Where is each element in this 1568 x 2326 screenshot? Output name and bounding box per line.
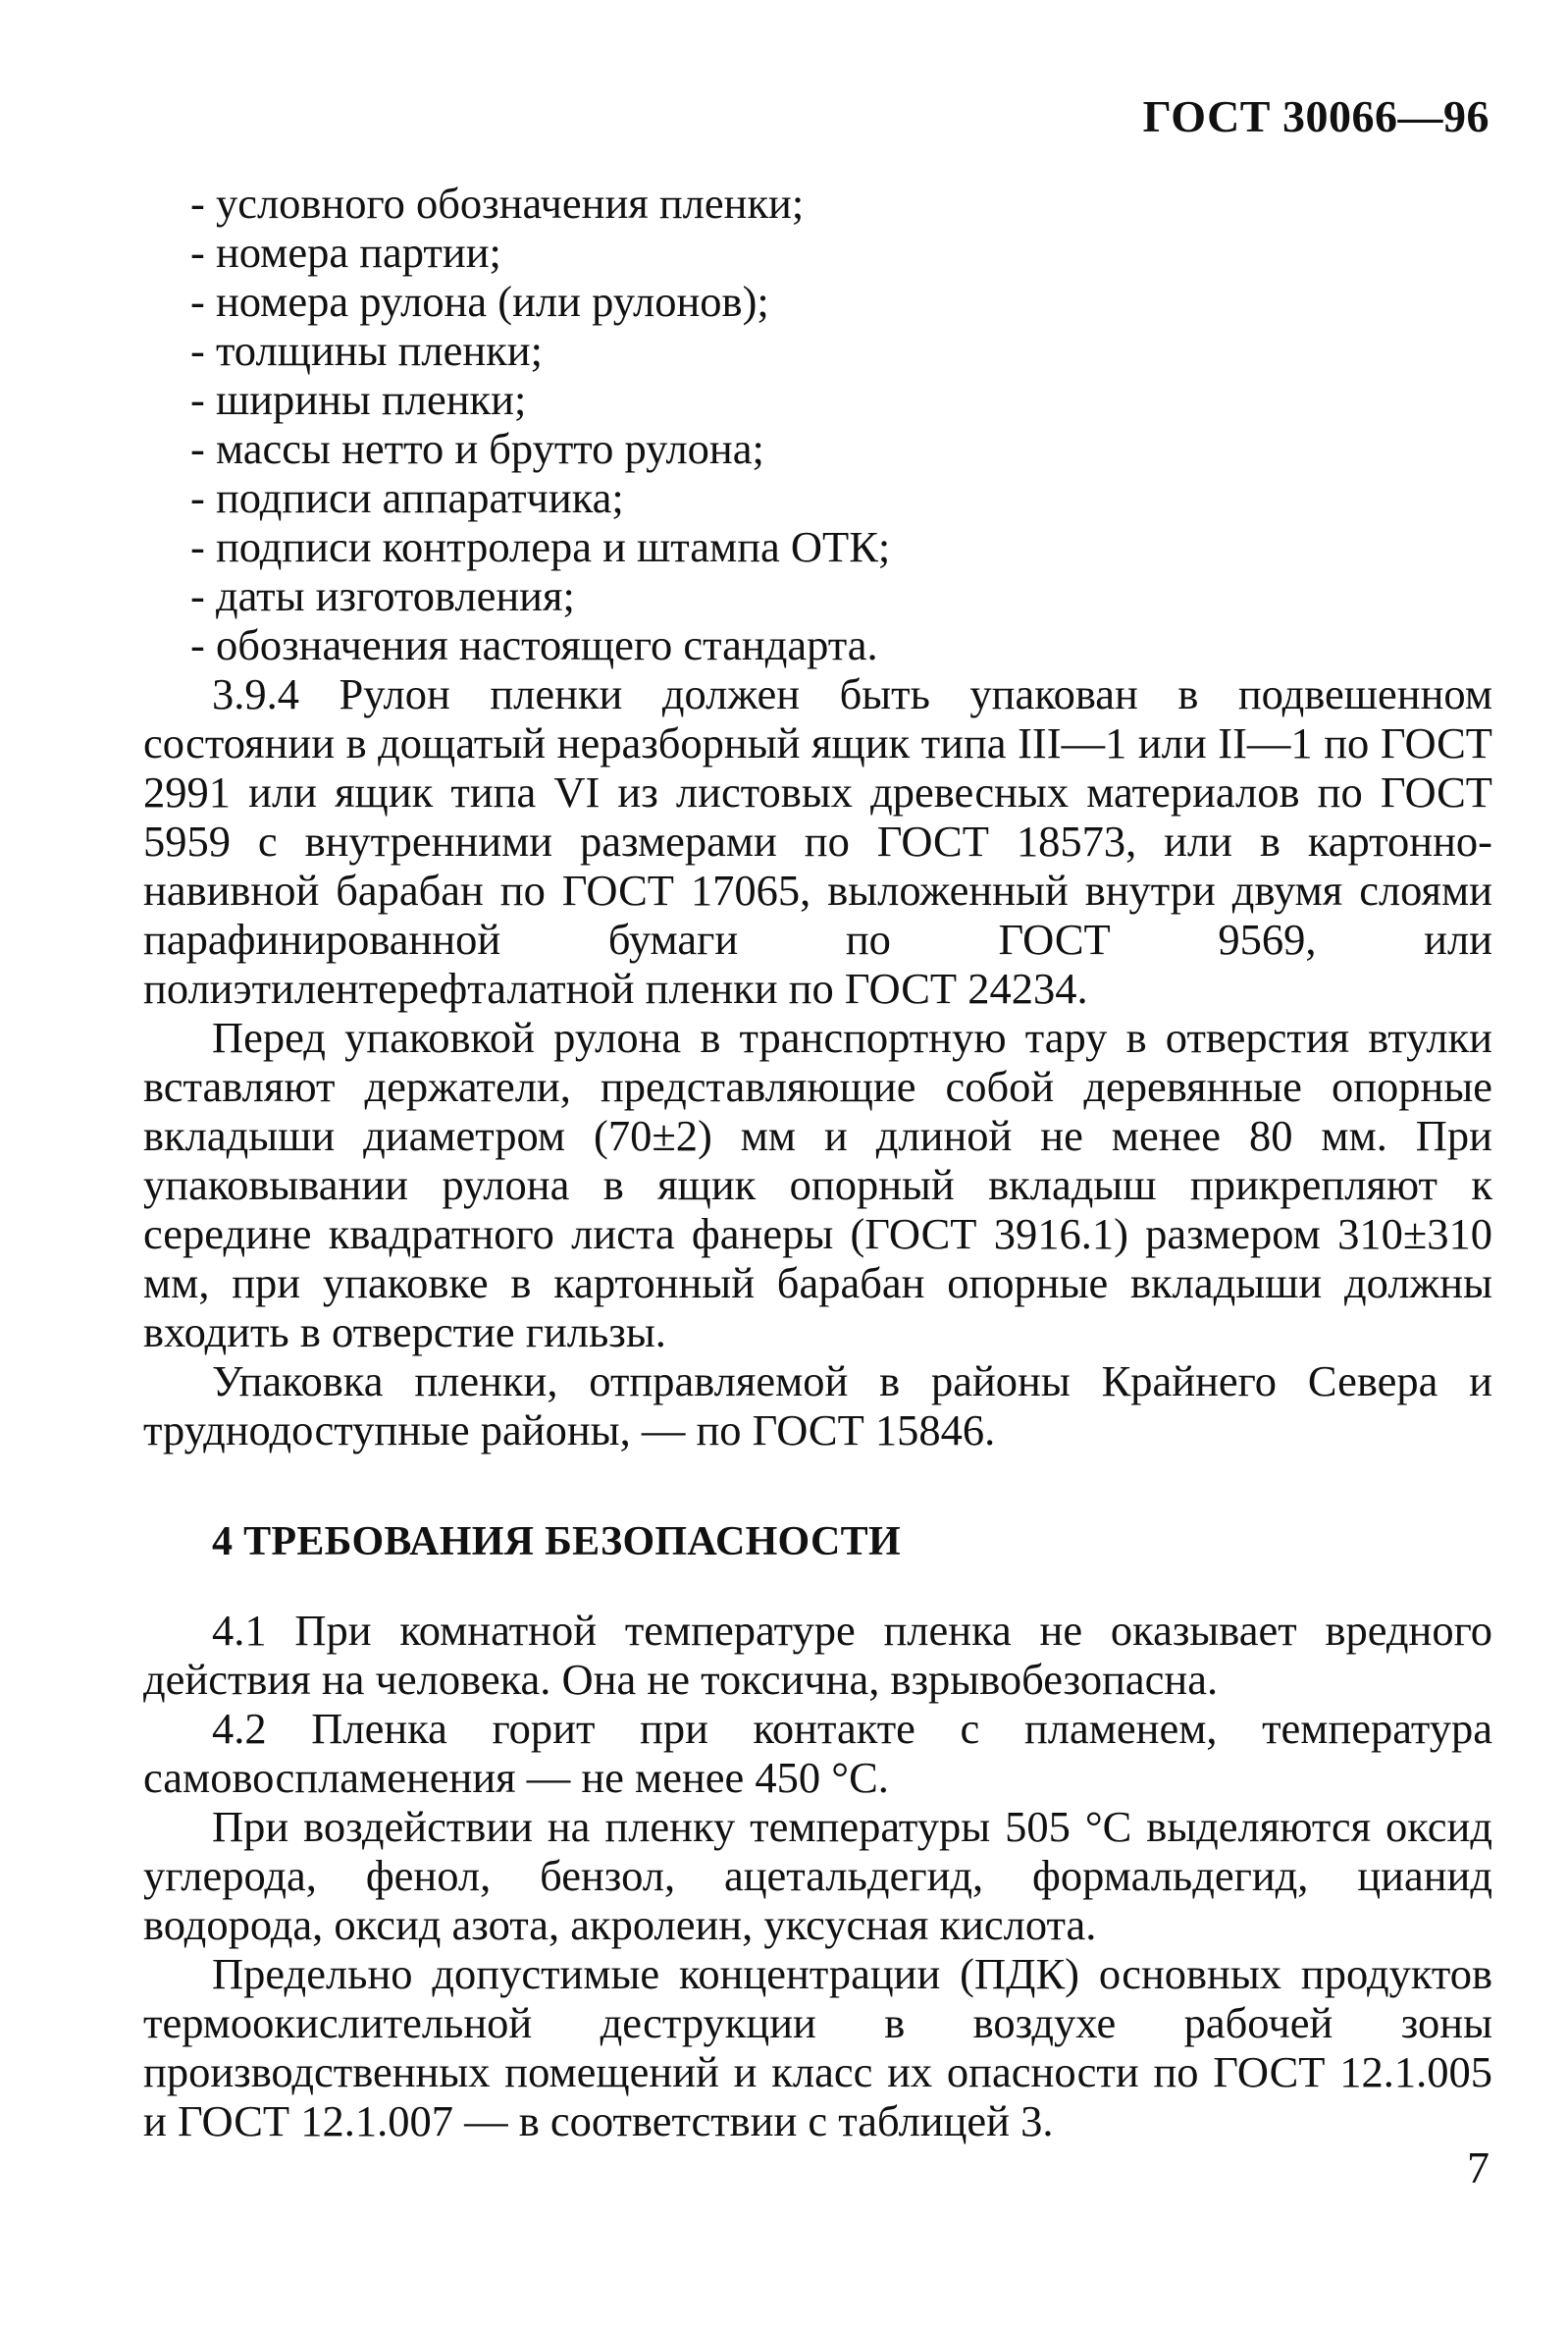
list-item: - номера рулона (или рулонов);	[190, 277, 769, 326]
list-item: - ширины пленки;	[190, 375, 527, 424]
list-item: - подписи аппаратчика;	[190, 473, 624, 522]
paragraph-3-9-4: 3.9.4 Рулон пленки должен быть упакован в подвешенном состоянии в дощатый неразборный ящик типа III—1 или II—1 по ГОСТ 2991 или ящик типа VI из листовых древесных материалов по ГОСТ 5959 с внутренними размерами по ГОСТ 18573, или в картонно-навивной барабан по ГОСТ 17065, выложенный внутри двумя слоями парафинированной бумаги по ГОСТ 9569, или полиэтилентерефталатной пленки по ГОСТ 24234.	[143, 669, 1492, 1013]
list-item: - условного обозначения пленки;	[190, 179, 805, 228]
page-number: 7	[1467, 2142, 1490, 2193]
section-heading: 4 ТРЕБОВАНИЯ БЕЗОПАСНОСТИ	[212, 1519, 901, 1564]
list-item: - толщины пленки;	[190, 326, 543, 375]
paragraph-holders: Перед упаковкой рулона в транспортную тару в отверстия втулки вставляют держатели, представляющие собой деревянные опорные вкладыши диаметром (70±2) мм и длиной не менее 80 мм. При упаковывании рулона в ящик опорный вкладыш прикрепляют к середине квадратного листа фанеры (ГОСТ 3916.1) размером 310±310 мм, при упаковке в картонный барабан опорные вкладыши должны входить в отверстие гильзы.	[143, 1013, 1492, 1356]
paragraph-combustion-products: При воздействии на пленку температуры 505 °С выделяются оксид углерода, фенол, бензол, ацетальдегид, формальдегид, цианид водорода, оксид азота, акролеин, уксусная кислота.	[143, 1802, 1492, 1949]
document-code-header: ГОСТ 30066—96	[1142, 91, 1490, 141]
paragraph-far-north-packing: Упаковка пленки, отправляемой в районы Крайнего Севера и труднодоступные районы, — по ГОСТ 15846.	[143, 1356, 1492, 1454]
page-content	[143, 179, 1492, 2145]
list-item: - номера партии;	[190, 228, 501, 277]
list-item: - обозначения настоящего стандарта.	[190, 620, 878, 669]
marking-list	[143, 179, 1492, 669]
list-item: - даты изготовления;	[190, 571, 575, 620]
paragraph-mac-limits: Предельно допустимые концентрации (ПДК) основных продуктов термоокислительной деструкции в воздухе рабочей зоны производственных помещений и класс их опасности по ГОСТ 12.1.005 и ГОСТ 12.1.007 — в соответствии с таблицей 3.	[143, 1949, 1492, 2145]
paragraph-4-2: 4.2 Пленка горит при контакте с пламенем, температура самовоспламенения — не менее 450 °С.	[143, 1704, 1492, 1802]
paragraph-4-1: 4.1 При комнатной температуре пленка не оказывает вредного действия на человека. Она не токсична, взрывобезопасна.	[143, 1606, 1492, 1704]
list-item: - подписи контролера и штампа ОТК;	[190, 522, 891, 571]
list-item: - массы нетто и брутто рулона;	[190, 424, 764, 473]
